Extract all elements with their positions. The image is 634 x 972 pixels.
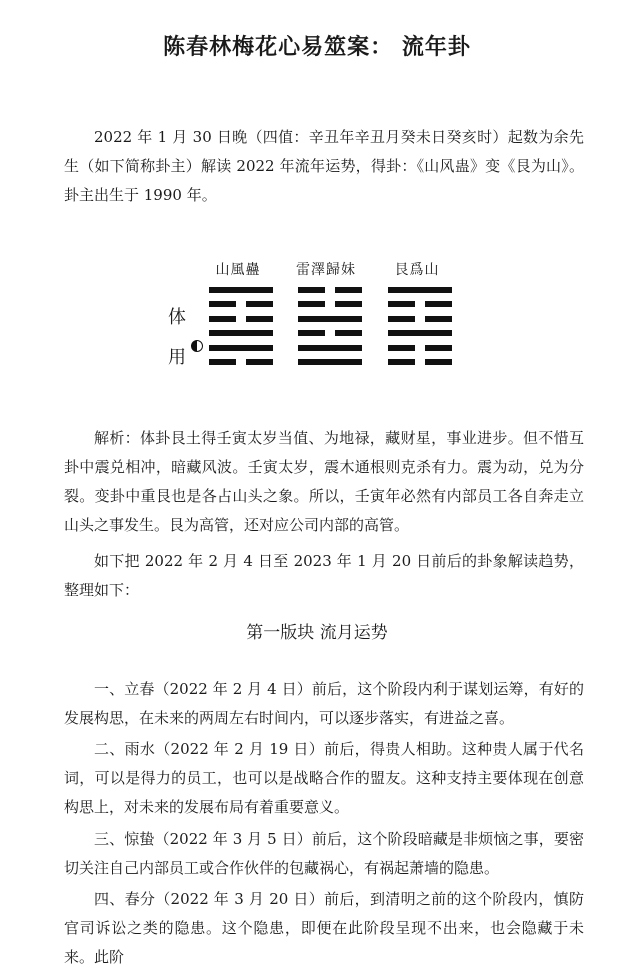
yang-line	[388, 330, 452, 336]
ti-label: 体	[168, 307, 186, 328]
list-item: 二、雨水（2022 年 2 月 19 日）前后，得贵人相助。这种贵人属于代名词，可以是得力的员工，也可以是战略合作的盟友。这种支持主要体现在创意构思上，对未来的发展布局有着重要意义。	[64, 740, 584, 816]
list-item: 三、惊蛰（2022 年 3 月 5 日）前后，这个阶段暗藏是非烦恼之事，要密切关注自己内部员工或合作伙伴的包藏祸心，有祸起萧墙的隐患。	[64, 830, 584, 877]
yang-line	[209, 345, 273, 351]
yin-line	[209, 316, 273, 322]
yang-line	[388, 287, 452, 293]
analysis-paragraph: 解析：体卦艮土得壬寅太岁当值、为地禄，藏财星，事业进步。但不惜互卦中震兑相冲，暗藏风波。壬寅太岁，震木通根则克杀有力。震为动，兑为分裂。变卦中重艮也是各占山头之象。所以，壬寅年必然有内部员工各自奔走立山头之事发生。艮为高管，还对应公司内部的高管。	[64, 429, 584, 534]
yin-line	[388, 345, 452, 351]
page-title: 陈春林梅花心易筮案： 流年卦	[163, 35, 471, 60]
intro-paragraph: 2022 年 1 月 30 日晚（四值：辛丑年辛丑月癸未日癸亥时）起数为余先生（如下简称卦主）解读 2022 年流年运势，得卦：《山风蛊》变《艮为山》。卦主出生于 1990 年。	[64, 128, 584, 204]
yin-line	[209, 359, 273, 365]
yong-label: 用	[168, 347, 186, 368]
yang-line	[298, 316, 362, 322]
yang-line	[209, 330, 273, 336]
yang-line	[209, 287, 273, 293]
yin-line	[298, 287, 362, 293]
yin-line	[388, 359, 452, 365]
yang-line	[298, 359, 362, 365]
yin-yang-icon	[191, 340, 203, 352]
yin-line	[388, 301, 452, 307]
yin-line	[388, 316, 452, 322]
hexagram-gen	[388, 287, 452, 365]
hexagram-guimei	[298, 287, 362, 365]
list-item: 一、立春（2022 年 2 月 4 日）前后，这个阶段内利于谋划运筹，有好的发展构思，在未来的两周左右时间内，可以逐步落实，有进益之喜。	[64, 680, 584, 727]
list-item: 四、春分（2022 年 3 月 20 日）前后，到清明之前的这个阶段内，慎防官司诉讼之类的隐患。这个隐患，即便在此阶段呈现不出来，也会隐藏于未来。此阶	[64, 890, 584, 966]
section-title: 第一版块 流月运势	[246, 623, 388, 643]
yin-line	[298, 330, 362, 336]
yang-line	[298, 345, 362, 351]
hexagram-label-2: 雷澤歸妹	[296, 262, 356, 278]
yin-line	[298, 301, 362, 307]
hexagram-label-1: 山風蠱	[215, 262, 261, 278]
hexagram-label-3: 艮爲山	[394, 262, 440, 278]
trend-intro: 如下把 2022 年 2 月 4 日至 2023 年 1 月 20 日前后的卦象解读趋势，整理如下：	[64, 552, 584, 599]
hexagram-gu	[209, 287, 273, 365]
yin-line	[209, 301, 273, 307]
